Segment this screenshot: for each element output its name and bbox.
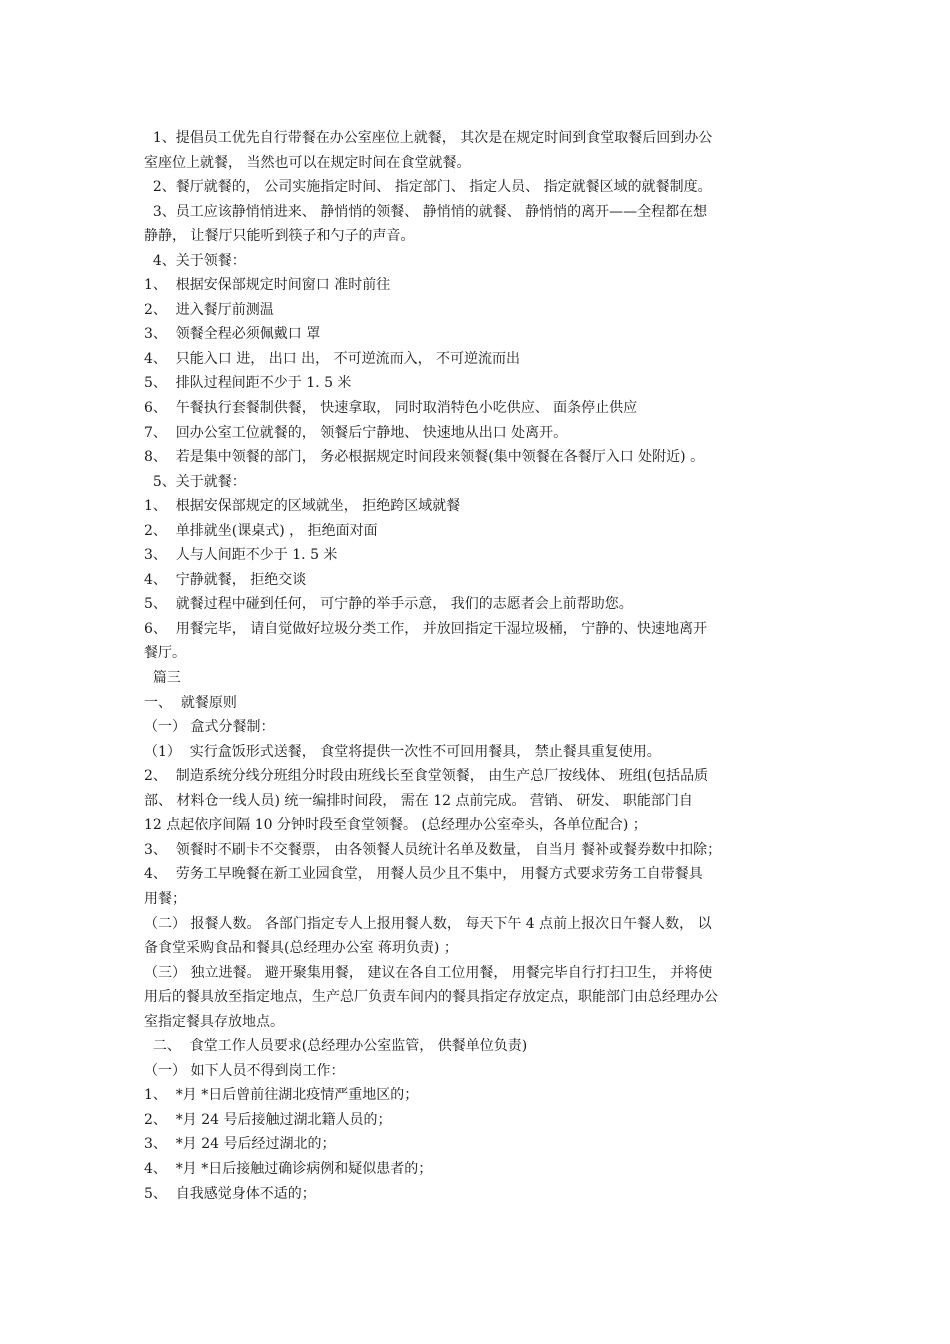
text-line: 2、 *月 24 号后接触过湖北籍人员的； [144,1111,392,1128]
text-line: （一） 如下人员不得到岗工作： [144,1062,345,1079]
text-line: （二） 报餐人数。 各部门指定专人上报用餐人数， 每天下午 4 点前上报次日午餐人数， 以 [144,915,712,932]
text-line: （1） 实行盒饭形式送餐， 食堂将提供一次性不可回用餐具， 禁止餐具重复使用。 [144,743,661,760]
text-line: 3、 领餐全程必须佩戴口 罩 [144,326,321,343]
text-line: 4、 宁静就餐， 拒绝交谈 [144,571,307,588]
text-line: （一） 盒式分餐制： [144,719,275,736]
text-line: 12 点起依序间隔 10 分钟时段至食堂领餐。 (总经理办公室牵头，各单位配合) ； [144,817,647,834]
text-line: 6、 用餐完毕， 请自觉做好垃圾分类工作， 并放回指定干湿垃圾桶， 宁静的、快速地离开 [144,620,708,637]
text-line: 餐厅。 [144,645,186,662]
text-line: 6、 午餐执行套餐制供餐， 快速拿取， 同时取消特色小吃供应、 面条停止供应 [144,400,638,417]
text-line: 5、 自我感觉身体不适的； [144,1185,316,1202]
text-line: 4、关于领餐： [144,252,246,269]
text-line: 2、餐厅就餐的， 公司实施指定时间、 指定部门、 指定人员、 指定就餐区域的就餐制度。 [144,179,712,196]
text-line: 5、 就餐过程中碰到任何， 可宁静的举手示意， 我们的志愿者会上前帮助您。 [144,596,633,613]
text-line: 部、 材料仓一线人员) 统一编排时间段， 需在 12 点前完成。 营销、 研发、 职能部门自 [144,792,693,809]
text-line: 篇三 [144,670,181,687]
text-line: 1、提倡员工优先自行带餐在办公室座位上就餐， 其次是在规定时间到食堂取餐后回到办公 [144,130,713,146]
text-line: 4、 只能入口 进， 出口 出， 不可逆流而入， 不可逆流而出 [144,350,521,367]
text-line: 2、 单排就坐(课桌式) ， 拒绝面对面 [144,522,378,539]
text-line: 二、 食堂工作人员要求(总经理办公室监管， 供餐单位负责) [144,1038,528,1055]
text-line: 5、 排队过程间距不少于 1. 5 米 [144,375,352,392]
text-line: 一、 就餐原则 [144,694,237,711]
text-line: 静静， 让餐厅只能听到筷子和勺子的声音。 [144,228,415,245]
text-line: 3、员工应该静悄悄进来、 静悄悄的领餐、 静悄悄的就餐、 静悄悄的离开——全程都在想 [144,203,708,220]
text-line: 3、 领餐时不刷卡不交餐票， 由各领餐人员统计名单及数量， 自当月 餐补或餐券数中扣除； [144,841,722,858]
text-line: 用餐； [144,890,186,907]
text-line: 3、 人与人间距不少于 1. 5 米 [144,547,338,564]
text-line: 4、 劳务工早晚餐在新工业园食堂， 用餐人员少且不集中， 用餐方式要求劳务工自带餐具 [144,866,703,883]
text-line: 室指定餐具存放地点。 [144,1013,284,1030]
text-line: 1、 *月 *日后曾前往湖北疫情严重地区的； [144,1087,419,1104]
text-line: 备食堂采购食品和餐具(总经理办公室 蒋玥负责) ； [144,940,458,957]
text-line: 2、 进入餐厅前测温 [144,301,274,318]
text-line: 用后的餐具放至指定地点，生产总厂负责车间内的餐具指定存放定点，职能部门由总经理办公 [144,989,718,1006]
text-line: 4、 *月 *日后接触过确诊病例和疑似患者的； [144,1160,433,1177]
text-line: 1、 根据安保部规定的区域就坐， 拒绝跨区域就餐 [144,498,461,515]
document-body [144,126,816,1206]
text-line: 5、关于就餐： [144,473,246,490]
text-line: 1、 根据安保部规定时间窗口 准时前往 [144,277,391,294]
text-line: 2、 制造系统分线分班组分时段由班线长至食堂领餐， 由生产总厂按线体、 班组(包括品质 [144,768,709,785]
text-line: 室座位上就餐， 当然也可以在规定时间在食堂就餐。 [144,154,471,171]
text-line: 8、 若是集中领餐的部门， 务必根据规定时间段来领餐(集中领餐在各餐厅入口 处附近) 。 [144,449,705,466]
text-line: 3、 *月 24 号后经过湖北的； [144,1136,336,1153]
text-line: （三） 独立进餐。 避开聚集用餐， 建议在各自工位用餐， 用餐完毕自行打扫卫生， 并将使 [144,964,713,981]
text-line: 7、 回办公室工位就餐的， 领餐后宁静地、 快速地从出口 处离开。 [144,424,568,441]
